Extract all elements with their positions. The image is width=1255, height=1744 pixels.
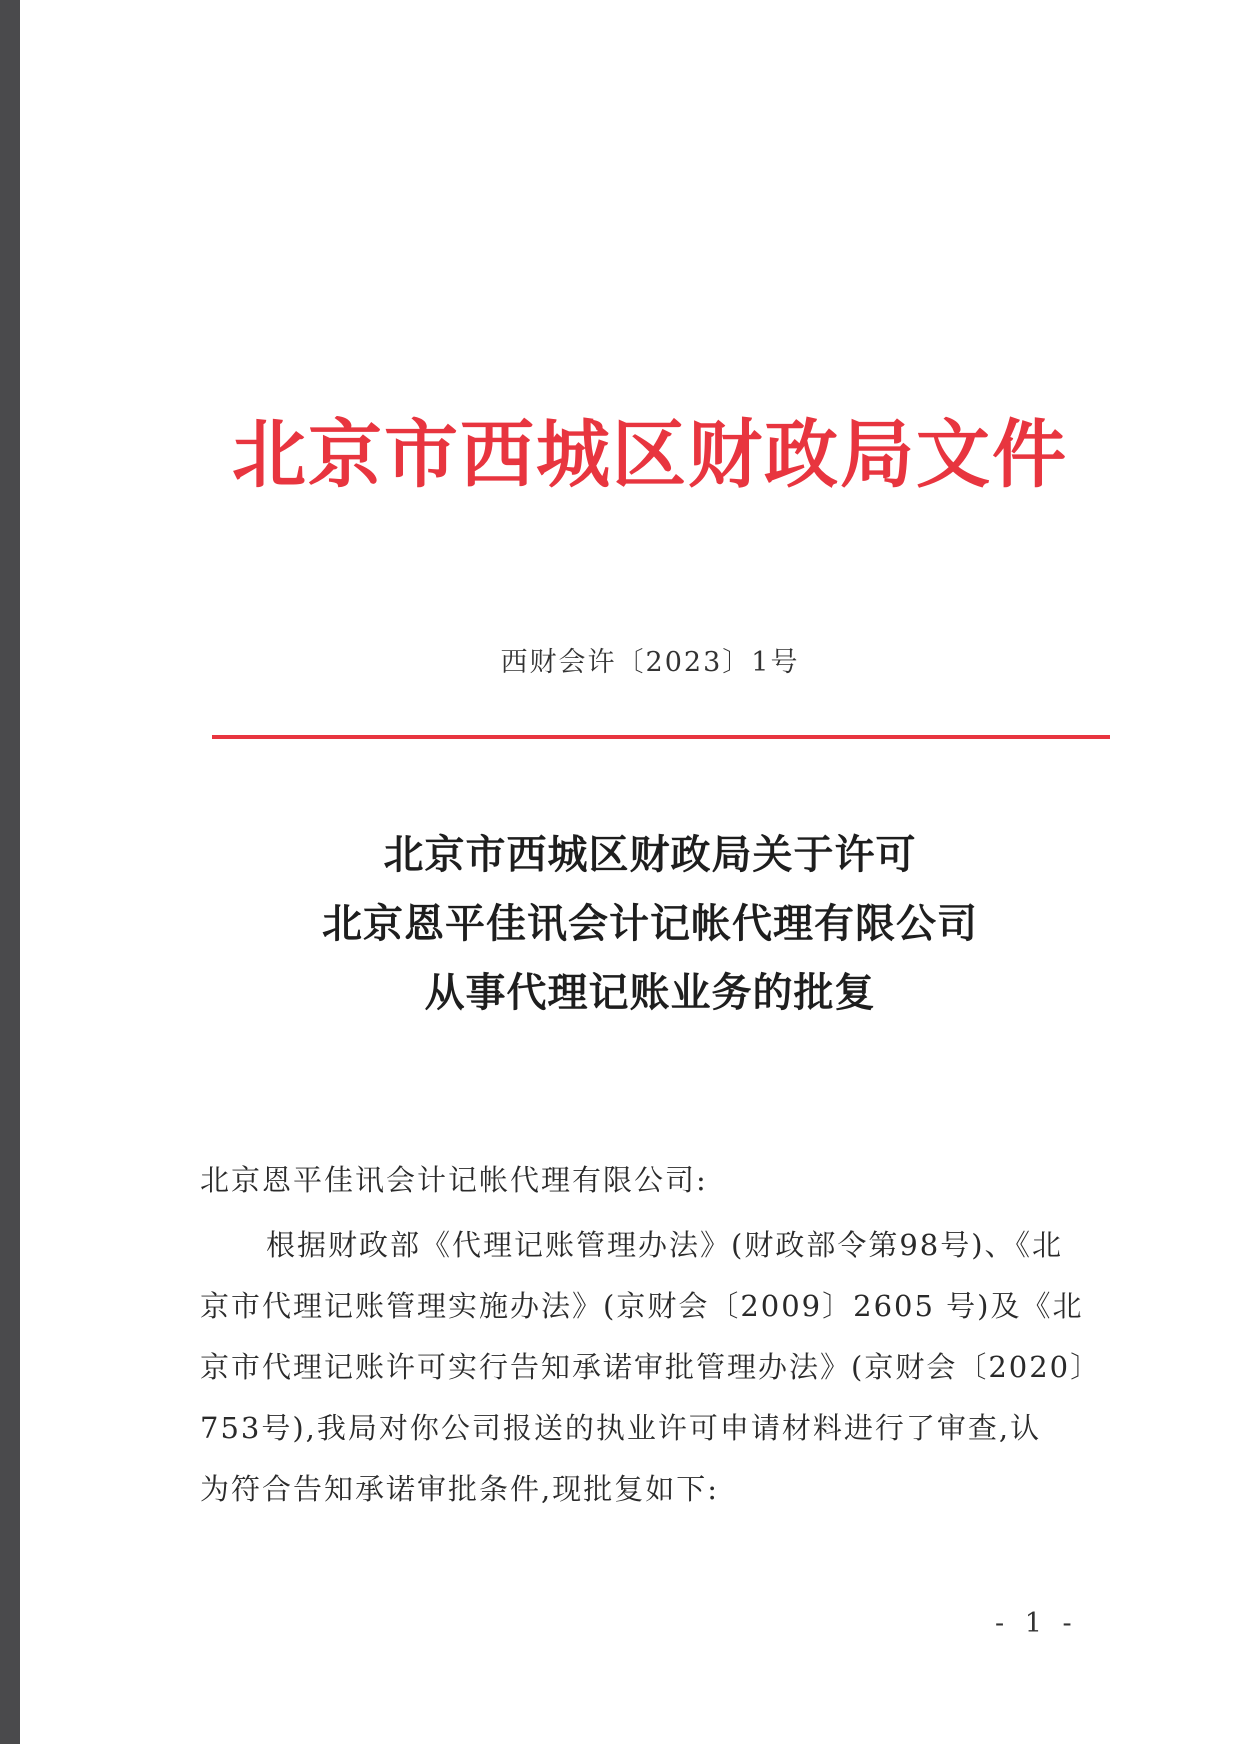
document-page	[20, 0, 1255, 1744]
issuer-title: 北京市西城区财政局文件	[232, 412, 1068, 498]
page-number: - 1 -	[995, 1608, 1078, 1639]
addressee: 北京恩平佳讯会计记帐代理有限公司:	[200, 1163, 708, 1197]
paragraph-line: 京市代理记账管理实施办法》(京财会〔2009〕2605 号)及《北	[200, 1289, 1084, 1323]
body-paragraph	[200, 1215, 1120, 1520]
scan-left-edge	[0, 0, 20, 1744]
document-number: 西财会许〔2023〕1号	[500, 647, 800, 678]
paragraph-line: 为符合告知承诺审批条件,现批复如下:	[200, 1472, 719, 1506]
paragraph-line: 753号),我局对你公司报送的执业许可申请材料进行了审查,认	[200, 1411, 1042, 1445]
paragraph-line: 京市代理记账许可实行告知承诺审批管理办法》(京财会〔2020〕	[200, 1350, 1102, 1384]
red-divider-line	[212, 735, 1110, 739]
title-line: 北京市西城区财政局关于许可	[383, 831, 917, 878]
document-title	[180, 820, 1120, 1027]
title-line: 从事代理记账业务的批复	[424, 969, 876, 1016]
title-line: 北京恩平佳讯会计记帐代理有限公司	[322, 900, 978, 947]
paragraph-line: 根据财政部《代理记账管理办法》(财政部令第98号)、《北	[266, 1228, 1064, 1262]
